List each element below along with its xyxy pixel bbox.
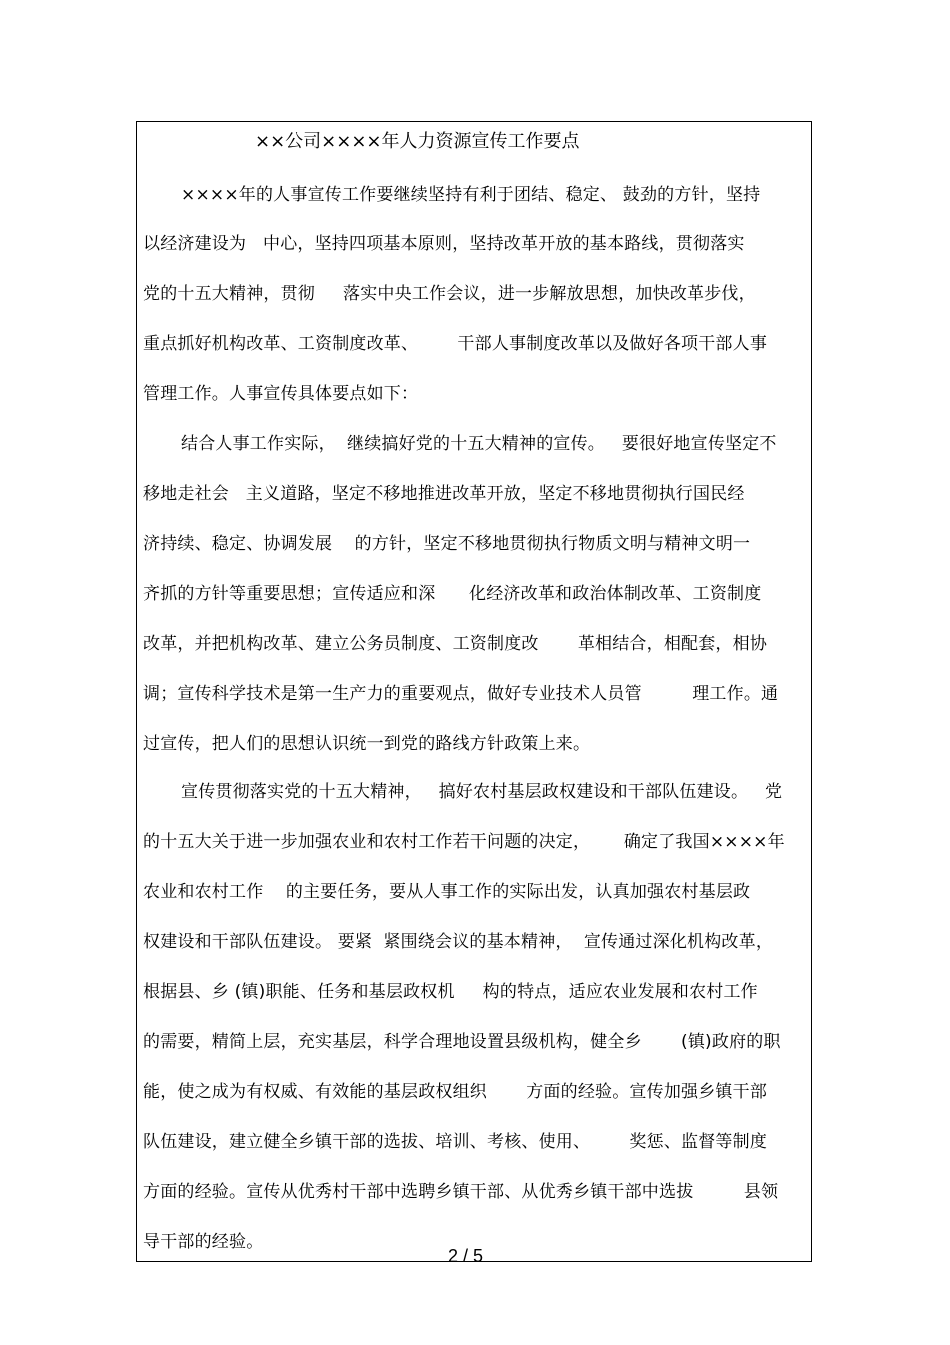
paragraph-3-line-8: 队伍建设，建立健全乡镇干部的选拔、培训、考核、使用、 奖惩、监督等制度: [143, 1132, 768, 1152]
paragraph-3-line-1: 宣传贯彻落实党的十五大精神， 搞好农村基层政权建设和干部队伍建设。 党: [181, 782, 783, 802]
paragraph-1-line-1: ××××年的人事宣传工作要继续坚持有利于团结、稳定、 鼓劲的方针，坚持: [181, 185, 761, 205]
paragraph-1-line-5: 管理工作。人事宣传具体要点如下：: [143, 384, 419, 404]
paragraph-2-line-4: 齐抓的方针等重要思想；宣传适应和深 化经济改革和政治体制改革、工资制度: [143, 584, 762, 604]
paragraph-3-line-5: 根据县、乡 (镇)职能、任务和基层政权机 构的特点，适应农业发展和农村工作: [143, 982, 758, 1002]
paragraph-2-line-1: 结合人事工作实际， 继续搞好党的十五大精神的宣传。 要很好地宣传坚定不: [181, 434, 777, 454]
paragraph-2-line-3: 济持续、稳定、协调发展 的方针，坚定不移地贯彻执行物质文明与精神文明一: [143, 534, 751, 554]
paragraph-3-line-6: 的需要，精简上层，充实基层，科学合理地设置县级机构，健全乡 (镇)政府的职: [143, 1032, 781, 1052]
paragraph-1-line-2: 以经济建设为 中心，坚持四项基本原则，坚持改革开放的基本路线，贯彻落实: [143, 234, 745, 254]
paragraph-3-line-4: 权建设和干部队伍建设。 要紧 紧围绕会议的基本精神， 宣传通过深化机构改革，: [143, 932, 774, 952]
paragraph-3-line-3: 农业和农村工作 的主要任务，要从人事工作的实际出发，认真加强农村基层政: [143, 882, 751, 902]
document-title: ××公司××××年人力资源宣传工作要点: [255, 131, 580, 152]
paragraph-3-line-2: 的十五大关于进一步加强农业和农村工作若干问题的决定， 确定了我国××××年: [143, 832, 785, 852]
paragraph-2-line-7: 过宣传，把人们的思想认识统一到党的路线方针政策上来。: [143, 734, 591, 754]
paragraph-3-line-7: 能，使之成为有权威、有效能的基层政权组织 方面的经验。宣传加强乡镇干部: [143, 1082, 768, 1102]
page-number: 2 / 5: [448, 1246, 484, 1266]
paragraph-2-line-5: 改革，并把机构改革、建立公务员制度、工资制度改 革相结合，相配套，相协: [143, 634, 768, 654]
paragraph-1-line-4: 重点抓好机构改革、工资制度改革、 干部人事制度改革以及做好各项干部人事: [143, 334, 768, 354]
paragraph-1-line-3: 党的十五大精神，贯彻 落实中央工作会议，进一步解放思想，加快改革步伐，: [143, 284, 756, 304]
paragraph-2-line-6: 调；宣传科学技术是第一生产力的重要观点，做好专业技术人员管 理工作。通: [143, 684, 779, 704]
paragraph-2-line-2: 移地走社会 主义道路，坚定不移地推进改革开放，坚定不移地贯彻执行国民经: [143, 484, 745, 504]
paragraph-3-line-9: 方面的经验。宣传从优秀村干部中选聘乡镇干部、从优秀乡镇干部中选拔 县领: [143, 1182, 779, 1202]
paragraph-3-line-10: 导干部的经验。: [143, 1232, 264, 1252]
